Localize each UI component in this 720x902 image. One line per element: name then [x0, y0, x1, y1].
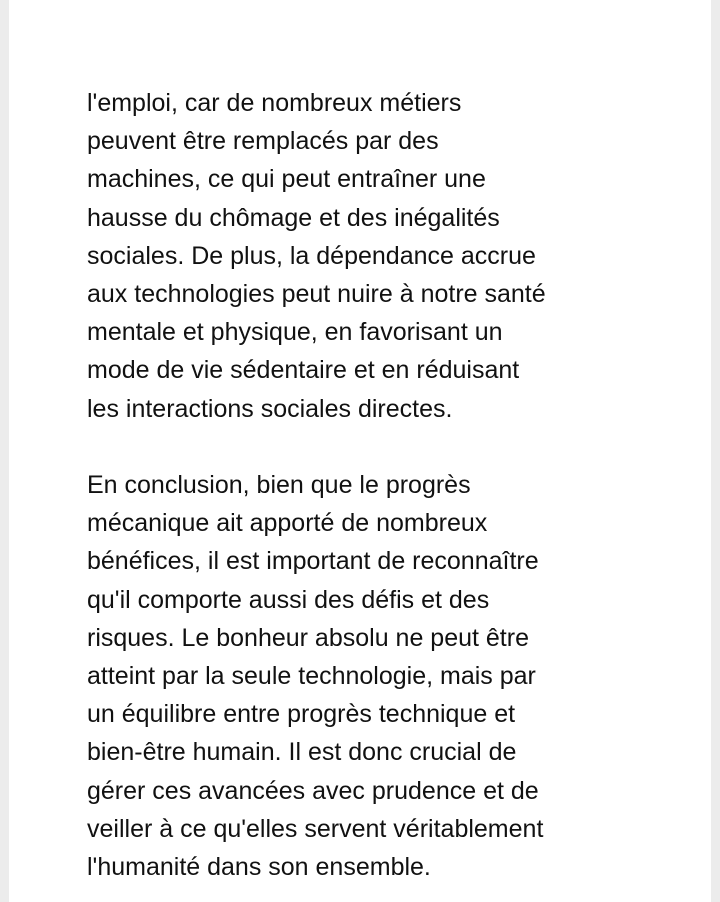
text-line: les interactions sociales directes. — [87, 394, 453, 423]
paragraph-employment-impact — [87, 84, 657, 428]
text-line: mode de vie sédentaire et en réduisant — [87, 356, 520, 385]
right-page-edge — [711, 0, 720, 902]
text-line: mentale et physique, en favorisant un — [87, 318, 503, 347]
text-line: aux technologies peut nuire à notre santé — [87, 280, 546, 309]
text-line: bien-être humain. Il est donc crucial de — [87, 738, 517, 767]
text-line: peuvent être remplacés par des — [87, 127, 439, 156]
text-line: risques. Le bonheur absolu ne peut être — [87, 623, 529, 652]
text-line: gérer ces avancées avec prudence et de — [87, 776, 539, 805]
text-line: bénéfices, il est important de reconnaître — [87, 547, 539, 576]
text-line: atteint par la seule technologie, mais par — [87, 662, 536, 691]
text-line: hausse du chômage et des inégalités — [87, 203, 500, 232]
paragraph-conclusion — [87, 466, 657, 886]
text-line: l'emploi, car de nombreux métiers — [87, 89, 462, 117]
text-line: un équilibre entre progrès technique et — [87, 700, 516, 729]
text-line: veiller à ce qu'elles servent véritablement — [87, 814, 544, 843]
text-line: qu'il comporte aussi des défis et des — [87, 585, 490, 614]
text-line: sociales. De plus, la dépendance accrue — [87, 241, 536, 270]
text-line: mécanique ait apporté de nombreux — [87, 509, 488, 538]
paragraph-spacer — [87, 428, 657, 466]
text-line: l'humanité dans son ensemble. — [87, 853, 431, 882]
text-line: En conclusion, bien que le progrès — [87, 471, 471, 500]
document-body — [87, 84, 657, 886]
left-page-edge — [0, 0, 9, 902]
text-line: machines, ce qui peut entraîner une — [87, 165, 486, 194]
